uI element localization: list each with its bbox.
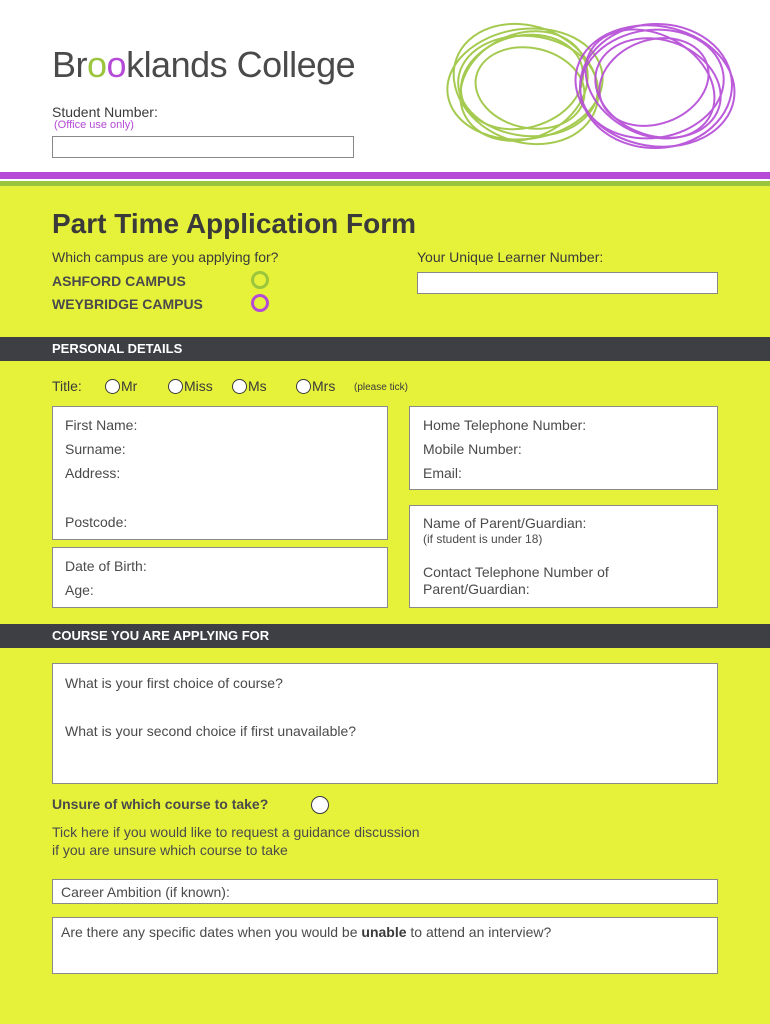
address-label: Address:: [65, 465, 121, 481]
campus-label-weybridge: WEYBRIDGE CAMPUS: [52, 296, 203, 312]
dob-label: Date of Birth:: [65, 558, 147, 574]
email-label: Email:: [423, 465, 462, 481]
mobile-label: Mobile Number:: [423, 441, 522, 457]
radio-ms[interactable]: [232, 379, 247, 394]
header: [0, 0, 770, 172]
scribble-logo-graphic: [440, 14, 740, 164]
postcode-label: Postcode:: [65, 514, 128, 530]
interview-dates-label: Are there any specific dates when you would be unable to attend an interview?: [61, 924, 552, 940]
section-course: COURSE YOU ARE APPLYING FOR: [0, 624, 770, 648]
student-number-field[interactable]: [52, 136, 354, 158]
first-choice-label: What is your first choice of course?: [65, 675, 283, 691]
campus-radio-weybridge[interactable]: [251, 294, 269, 312]
parent-contact-label-line2: Parent/Guardian:: [423, 581, 530, 597]
section-personal-details: PERSONAL DETAILS: [0, 337, 770, 361]
purple-stripe: [0, 172, 770, 179]
title-option-mrs[interactable]: Mrs: [296, 378, 335, 394]
surname-label: Surname:: [65, 441, 126, 457]
home-phone-label: Home Telephone Number:: [423, 417, 587, 433]
parent-contact-label-line1: Contact Telephone Number of: [423, 564, 609, 580]
career-ambition-label: Career Ambition (if known):: [61, 884, 230, 900]
form-title: Part Time Application Form: [52, 208, 417, 239]
unsure-label: Unsure of which course to take?: [52, 796, 269, 812]
uln-label: Your Unique Learner Number:: [417, 249, 604, 265]
campus-question: Which campus are you applying for?: [52, 249, 279, 265]
campus-label-ashford: ASHFORD CAMPUS: [52, 273, 186, 289]
radio-mrs[interactable]: [296, 379, 311, 394]
student-number-label: Student Number:: [52, 104, 158, 120]
college-logo: Brooklands College: [52, 44, 356, 85]
title-option-miss[interactable]: Miss: [168, 378, 213, 394]
guidance-text: Tick here if you would like to request a guidance discussion if you are unsure which course to take: [52, 824, 420, 858]
age-label: Age:: [65, 582, 94, 598]
title-label: Title:: [52, 378, 82, 394]
dob-age-box[interactable]: [52, 547, 388, 608]
first-name-label: First Name:: [65, 417, 138, 433]
radio-mr[interactable]: [105, 379, 120, 394]
please-tick-note: (please tick): [354, 382, 408, 393]
title-option-ms[interactable]: Ms: [232, 378, 267, 394]
unsure-radio[interactable]: [311, 796, 329, 814]
title-option-mr[interactable]: Mr: [105, 378, 137, 394]
radio-miss[interactable]: [168, 379, 183, 394]
parent-note: (if student is under 18): [423, 532, 543, 546]
parent-name-label: Name of Parent/Guardian:: [423, 515, 587, 531]
campus-radio-ashford[interactable]: [251, 271, 269, 289]
office-use-note: (Office use only): [54, 119, 134, 131]
second-choice-label: What is your second choice if first unavailable?: [65, 723, 357, 739]
uln-field[interactable]: [417, 272, 718, 294]
